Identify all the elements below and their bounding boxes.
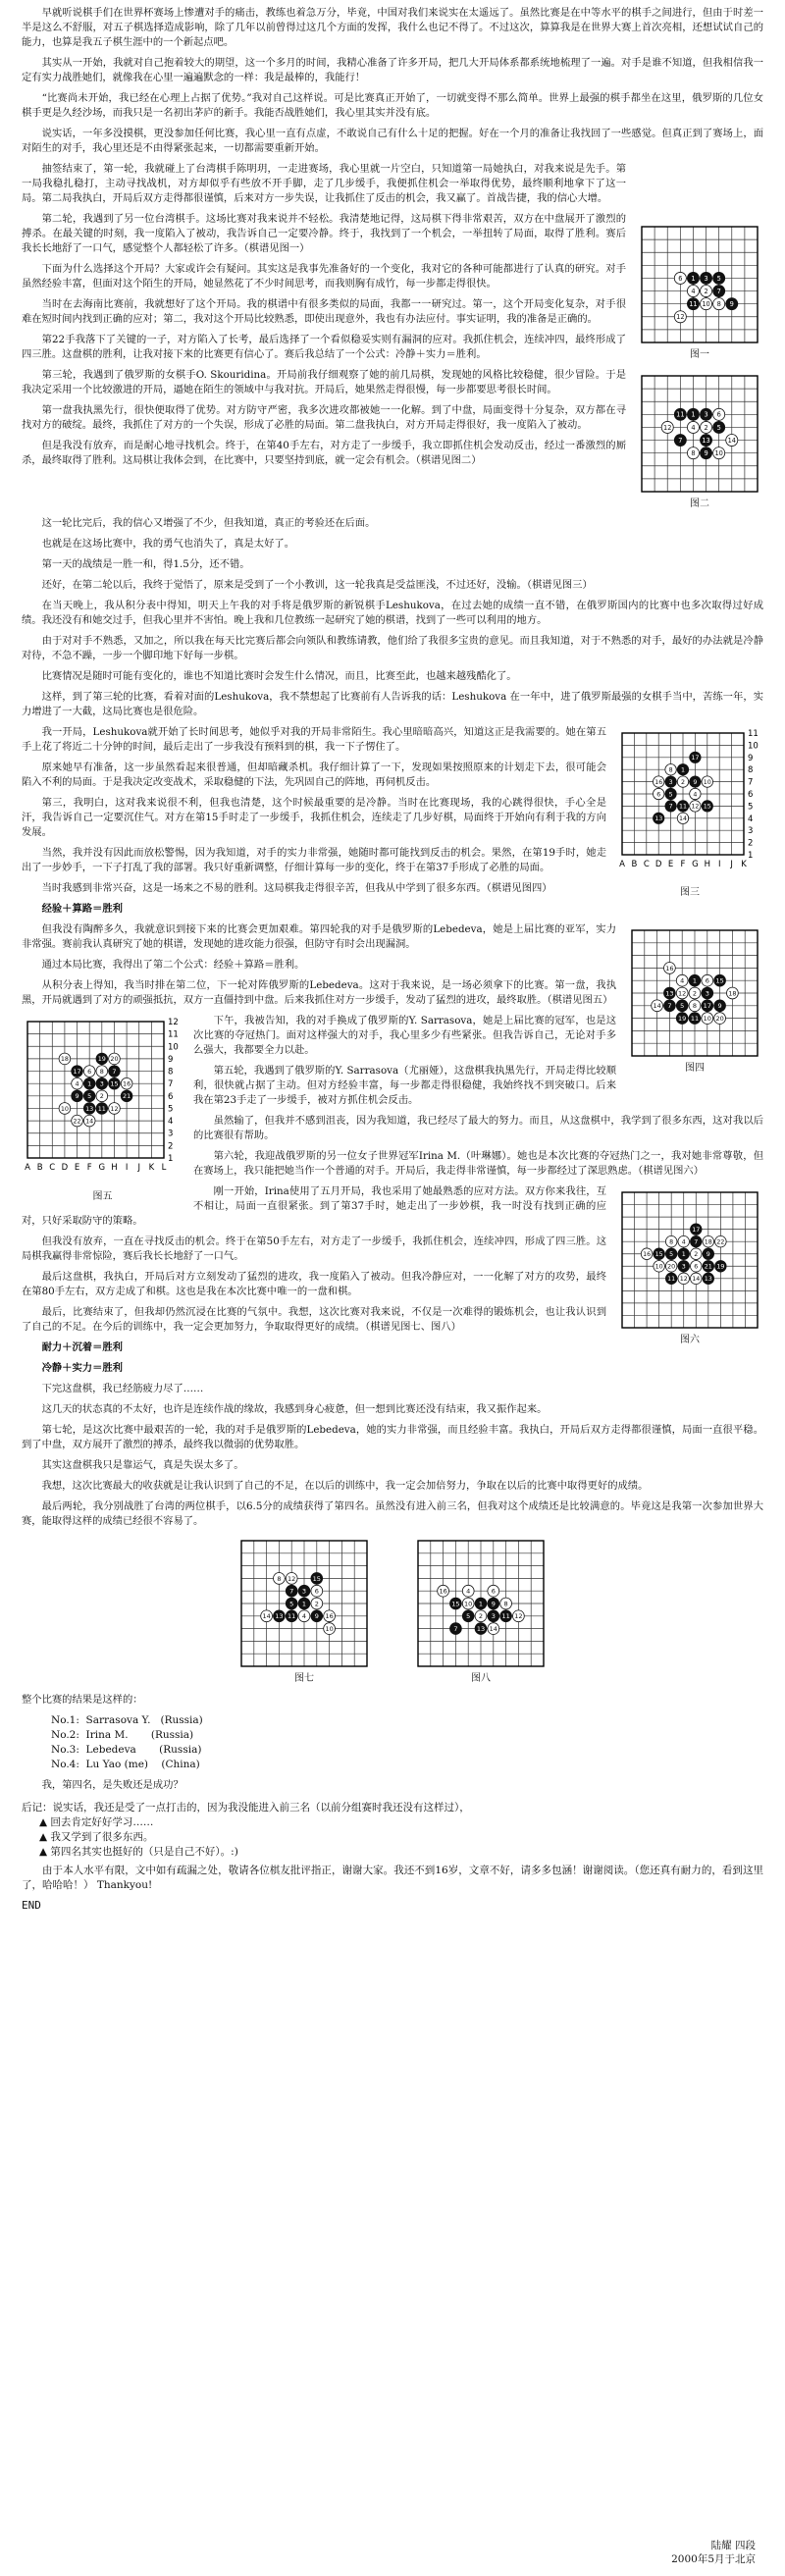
move-number: 16 (654, 778, 663, 786)
day-1-summary (22, 516, 763, 593)
figure-caption: 图五 (92, 1191, 113, 1202)
figure-6 (616, 1186, 763, 1346)
figure-8 (412, 1535, 550, 1685)
row-label: 7 (168, 1079, 174, 1090)
paragraph: 第三，我明白，这对我来说很不利，但我也清楚，这个时候最重要的是冷静。当时在比赛现场，我的心跳得很快，手心全是汗，我告诉自己一定要沉住气。对方在第15手时走了一步缓手，我抓住机会，连续走了几步好棋，局面终于开始向有利于我的方向发展。 (22, 797, 606, 838)
move-number: 7 (668, 803, 673, 811)
move-number: 8 (99, 1067, 104, 1076)
move-number: 11 (667, 1276, 676, 1284)
date-line: 2000年5月于北京 (671, 2553, 756, 2565)
results-question: 我，第四名，是失败还是成功？ (41, 1779, 183, 1791)
paragraph: 下完这盘棋，我已经筋疲力尽了…… (41, 1383, 204, 1394)
move-number: 10 (325, 1624, 334, 1633)
move-number: 12 (679, 1276, 688, 1284)
row-label: 1 (748, 851, 754, 861)
move-number: 12 (288, 1574, 296, 1583)
row-label: 6 (168, 1091, 174, 1102)
move-number: 14 (678, 815, 688, 823)
move-number: 8 (692, 1002, 698, 1011)
move-number: 16 (665, 964, 674, 973)
intro-section (22, 6, 763, 156)
move-number: 7 (112, 1067, 117, 1076)
column-label: B (36, 1163, 43, 1173)
move-number: 7 (716, 287, 721, 295)
move-number: 18 (60, 1055, 69, 1064)
column-label: C (49, 1163, 56, 1173)
figure-3 (616, 727, 763, 899)
move-number: 7 (694, 1238, 699, 1246)
paragraph: 也就是在这场比赛中，我的勇气也消失了，真是太好了。 (41, 538, 295, 550)
move-number: 2 (99, 1092, 104, 1101)
result-item: No.4: Lu Yao (me) (China) (51, 1759, 200, 1770)
column-label: L (161, 1163, 167, 1173)
move-number: 19 (97, 1055, 106, 1064)
board-diagram (22, 1016, 183, 1190)
row-label: 12 (168, 1018, 179, 1027)
move-number: 4 (681, 1238, 686, 1246)
paragraph: 刚一开始，Irina使用了五月开局，我也采用了她最熟悉的应对方法。双方你来我往，互不相让，局面一直很紧张。到了第37手时，她走出了一步妙棋，我一时没有找到正确的应对，只好采取防守的策略。 (22, 1185, 606, 1227)
move-number: 7 (667, 1002, 672, 1011)
row-label: 7 (748, 777, 754, 788)
move-number: 1 (87, 1079, 92, 1088)
move-number: 8 (503, 1600, 508, 1608)
paragraph: 早就听说棋手们在世界杯赛场上惨遭对手的痛击，教练也着急万分，毕竟，中国对我们来说实在太遥远了。虽然比赛是在中等水平的棋手之间进行，但由于时差一半是这么不舒服，对五子棋选择造成影响，除了几年以前曾得过这几个方面的发挥，我什么也记不得了。不过这次，算算我是在世界大赛上首次亮相，还想试试自己的能力，也算是我五子棋生涯中的一个新起点吧。 (22, 7, 763, 48)
figure-caption: 图六 (680, 1335, 700, 1345)
column-label: C (643, 860, 650, 869)
column-label: J (730, 860, 733, 869)
move-number: 13 (654, 815, 663, 823)
column-label: B (631, 860, 638, 869)
board-frame (642, 227, 758, 342)
column-label: G (692, 860, 699, 869)
move-number: 12 (110, 1104, 119, 1113)
move-number: 13 (665, 989, 674, 998)
move-number: 3 (681, 1263, 686, 1271)
row-label: 1 (168, 1154, 174, 1164)
paragraph: 这几天的状态真的不太好，也许是连续作战的缘故，我感到身心疲惫，但一想到比赛还没有结束，我又振作起来。 (41, 1403, 548, 1415)
move-number: 11 (676, 410, 685, 419)
move-number: 17 (692, 1226, 701, 1234)
paragraph: 虽然输了，但我并不感到沮丧，因为我知道，我已经尽了最大的努力。而且，从这盘棋中，我学到了很多东西，这对我以后的比赛很有帮助。 (193, 1115, 763, 1141)
move-number: 9 (491, 1600, 496, 1608)
board-diagram (616, 1186, 763, 1334)
move-number: 13 (85, 1104, 94, 1113)
move-number: 10 (702, 300, 710, 309)
row-label: 2 (168, 1141, 174, 1152)
move-number: 15 (654, 1251, 663, 1259)
row-label: 3 (168, 1129, 174, 1139)
column-label: K (148, 1163, 155, 1173)
move-number: 6 (491, 1587, 496, 1596)
move-number: 22 (73, 1117, 81, 1126)
figure-caption: 图三 (680, 887, 700, 898)
move-number: 15 (715, 976, 724, 985)
figure-1 (636, 221, 763, 361)
move-number: 11 (288, 1612, 296, 1621)
move-number: 14 (653, 1002, 661, 1011)
move-number: 4 (693, 791, 698, 799)
column-label: E (667, 860, 674, 869)
move-number: 4 (301, 1612, 307, 1621)
column-label: E (74, 1163, 80, 1173)
paragraph: 其实这盘棋我只是靠运气，真是失误太多了。 (41, 1459, 244, 1471)
paragraph: 这一轮比完后，我的信心又增强了不少，但我知道，真正的考验还在后面。 (41, 517, 376, 529)
result-item: No.3: Lebedeva (Russia) (51, 1744, 202, 1756)
paragraph: 还好，在第二轮以后，我终于觉悟了，原来是受到了一个小教训，这一轮我真是受益匪浅，不过还好，没输。（棋谱见图三） (41, 579, 593, 591)
move-number: 18 (728, 989, 737, 998)
row-label: 3 (748, 826, 754, 837)
author-name: 陆耀 四段 (710, 2540, 756, 2551)
move-number: 6 (87, 1067, 92, 1076)
paragraph: 当然，我并没有因此而放松警惕，因为我知道，对手的实力非常强，她随时都可能找到反击的机会。果然，在第19手时，她走出了一步妙手，一下子打乱了我的部署。我只好重新调整，仔细计算每一步的变化，终于在第37手形成了必胜的局面。 (22, 847, 606, 873)
paragraph: 当时在去海南比赛前，我就想好了这个开局。我的棋谱中有很多类似的局面，我都一一研究过。第一，这个开局变化复杂，对手很难在短时间内找到正确的应对；第二，我对这个开局比较熟悉，即使出现意外，我也有办法应付。事实证明，我的准备是正确的。 (22, 298, 626, 325)
figure-caption: 图七 (294, 1673, 314, 1684)
move-number: 3 (705, 989, 709, 998)
move-number: 14 (262, 1612, 271, 1621)
move-number: 11 (97, 1104, 106, 1113)
row-label: 5 (168, 1104, 174, 1115)
move-number: 15 (110, 1079, 119, 1088)
column-label: D (61, 1163, 69, 1173)
move-number: 1 (478, 1600, 484, 1608)
result-item: No.2: Irina M. (Russia) (51, 1729, 194, 1741)
result-item: No.1: Sarrasova Y. (Russia) (51, 1714, 203, 1726)
move-number: 5 (716, 423, 721, 432)
move-number: 8 (277, 1574, 282, 1583)
column-label: A (25, 1163, 30, 1173)
move-number: 14 (727, 436, 736, 445)
move-number: 19 (716, 1263, 725, 1271)
paragraph: 第二轮，我遇到了另一位台湾棋手。这场比赛对我来说并不轻松。我清楚地记得，这局棋下得非常艰苦，双方在中盘展开了激烈的搏杀。在最关键的时刻，我一度陷入了被动，我告诉自己一定要冷静。终于，我找到了一个机会，一举扭转了局面，取得了胜利。赛后我长长地舒了一口气，感觉整个人都轻松了许多。（棋谱见图一） (22, 213, 626, 254)
paragraph: 当时我感到非常兴奋，这是一场来之不易的胜利。这局棋我走得很辛苦，但我从中学到了很多东西。（棋谱见图四） (41, 882, 552, 894)
move-number: 4 (75, 1079, 79, 1088)
move-number: 14 (85, 1117, 94, 1126)
move-number: 22 (716, 1238, 725, 1246)
results-section (22, 1693, 763, 1793)
move-number: 12 (691, 803, 700, 811)
move-number: 15 (312, 1574, 321, 1583)
paragraph: 在当天晚上，我从积分表中得知，明天上午我的对手将是俄罗斯的新锐棋手Leshukova，在过去她的成绩一直不错，在俄罗斯国内的比赛中也多次取得过好成绩。我还没有和她交过手，但我心里并不害怕。晚上我和几位教练一起研究了她的棋谱，找到了一些可以利用的地方。 (22, 600, 763, 626)
move-number: 1 (301, 1600, 307, 1608)
column-label: G (98, 1163, 106, 1173)
move-number: 12 (678, 989, 687, 998)
figure-caption: 图四 (685, 1063, 705, 1074)
move-number: 14 (692, 1276, 701, 1284)
formula-1: 冷静＋实力＝胜利 (41, 1362, 123, 1374)
column-label: K (741, 860, 747, 869)
move-number: 17 (703, 1002, 711, 1011)
paragraph: 第一天的战绩是一胜一和，得1.5分，还不错。 (41, 558, 250, 570)
move-number: 16 (123, 1079, 131, 1088)
move-number: 9 (314, 1612, 319, 1621)
board-frame (622, 1192, 758, 1328)
move-number: 10 (464, 1600, 473, 1608)
paragraph: 但是我没有放弃，而是耐心地寻找机会。终于，在第40手左右，对方走了一步缓手，我立即抓住机会发动反击，经过一番激烈的厮杀，最终取得了胜利。这局棋让我体会到，在比赛中，只要坚持到底，就一定会有机会。（棋谱见图二） (22, 440, 626, 466)
paragraph: 从积分表上得知，我当时排在第二位，下一轮对阵俄罗斯的Lebedeva。这对于我来说，是一场必须拿下的比赛。第一盘，我执黑，开局就遇到了对方的顽强抵抗，双方一直僵持到中盘。后来我抓住对方一步缓手，发动了猛烈的进攻，最终取胜。（棋谱见图五） (22, 979, 616, 1006)
move-number: 1 (681, 1251, 686, 1259)
move-number: 11 (690, 1014, 700, 1023)
move-number: 10 (714, 449, 723, 458)
move-number: 20 (110, 1055, 119, 1064)
paragraph: 下面为什么选择这个开局？大家或许会有疑问。其实这是我事先准备好的一个变化，我对它的各种可能都进行了认真的研究。对手虽然经验丰富，但面对这个陌生的开局，她显然花了不少时间思考，而我则胸有成竹，每一步都走得很快。 (22, 263, 626, 289)
move-number: 9 (729, 300, 734, 309)
move-number: 8 (669, 1238, 674, 1246)
move-number: 3 (704, 410, 708, 419)
move-number: 8 (716, 300, 721, 309)
row-label: 8 (168, 1067, 174, 1078)
row-label: 9 (168, 1054, 174, 1065)
paragraph: 但我没有放弃，一直在寻找反击的机会。终于在第50手左右，对方走了一步缓手，我抓住机会，连续冲四，形成了四三胜。这局棋我赢得非常惊险，赛后我长长地舒了一口气。 (22, 1235, 606, 1262)
move-number: 2 (478, 1612, 484, 1621)
move-number: 14 (489, 1624, 497, 1633)
column-label: H (704, 860, 711, 869)
move-number: 17 (691, 755, 700, 762)
paragraph: 第三轮，我遇到了俄罗斯的女棋手O. Skouridina。开局前我仔细观察了她的前几局棋，发现她的风格比较稳健，很少冒险。于是我决定采用一个比较激进的开局，逼她在陌生的领域中与我对抗。开局后，她果然走得很慢，每一步都要思考很长时间。 (22, 369, 626, 395)
move-number: 6 (694, 1263, 699, 1271)
move-number: 8 (691, 449, 696, 458)
move-number: 5 (668, 791, 673, 799)
move-number: 13 (476, 1624, 486, 1633)
move-number: 17 (73, 1067, 81, 1076)
figure-5 (22, 1016, 183, 1203)
move-number: 12 (514, 1612, 523, 1621)
move-number: 20 (667, 1263, 676, 1271)
row-label: 9 (748, 753, 754, 763)
move-number: 4 (680, 976, 685, 985)
row-label: 10 (168, 1042, 179, 1053)
move-number: 3 (301, 1587, 307, 1596)
paragraph: 最后，比赛结束了，但我却仍然沉浸在比赛的气氛中。我想，这次比赛对我来说，不仅是一次难得的锻炼机会，也让我认识到了自己的不足。在今后的训练中，我一定会更加努力，争取取得更好的成绩。（棋谱见图七、图八） (22, 1306, 606, 1333)
paragraph: 抽签结束了，第一轮，我就碰上了台湾棋手陈明玥，一走进赛场，我心里就一片空白，只知道第一局她执白，对我来说是先手。第一局我稳扎稳打，主动寻找战机，对方却似乎有些放不开手脚，走了几步缓手，我便抓住机会一举取得优势，最终顺利地拿下了这一局。第二局我执白，开局后双方走得都很谨慎，后来对方一步失误，让我抓住了反击的机会，我又赢了。首战告捷，我的信心大增。 (22, 163, 626, 204)
move-number: 6 (656, 791, 661, 799)
move-number: 19 (678, 1014, 687, 1023)
move-number: 4 (466, 1587, 471, 1596)
move-number: 15 (703, 803, 711, 811)
paragraph: 通过本局比赛，我得出了第二个公式：经验＋算路＝胜利。 (41, 959, 305, 971)
move-number: 5 (289, 1600, 294, 1608)
formula-3: 耐力＋沉着＝胜利 (41, 1341, 123, 1353)
paragraph: 第一盘我执黑先行，很快便取得了优势。对方防守严密，我多次进攻都被她一一化解。到了中盘，局面变得十分复杂，双方都在寻找对方的破绽。最终，我抓住了对方的一个失误，形成了必胜的局面。第二盘我执白，对方开局走得很好，我一度陷入了被动。 (22, 404, 626, 431)
paragraph: 第五轮，我遇到了俄罗斯的Y. Sarrasova（尤丽娅），这盘棋我执黑先行，开局走得比较顺利，很快就占据了主动。但对方经验丰富，每一步都走得很稳健，我始终找不到突破口。后来我在第23手走了一步缓手，被对方抓住机会反击。 (193, 1065, 616, 1106)
paragraph: 这样，到了第三轮的比赛，看着对面的Leshukova，我不禁想起了比赛前有人告诉我的话：Leshukova 在一年中，进了俄罗斯最强的女棋手当中，苦练一年，实力增进了一大截，这局比赛也是很危险。 (22, 691, 763, 717)
move-number: 20 (715, 1014, 724, 1023)
column-label: I (125, 1163, 129, 1173)
row-label: 4 (168, 1117, 174, 1128)
move-number: 11 (678, 803, 688, 811)
move-number: 9 (75, 1092, 79, 1101)
move-number: 4 (691, 423, 696, 432)
move-number: 6 (716, 410, 721, 419)
move-number: 5 (680, 1002, 685, 1011)
results-intro: 整个比赛的结果是这样的： (22, 1694, 143, 1706)
move-number: 6 (678, 274, 683, 283)
move-number: 9 (706, 1251, 710, 1259)
move-number: 9 (704, 449, 708, 458)
move-number: 7 (453, 1624, 458, 1633)
move-number: 6 (705, 976, 709, 985)
move-number: 21 (704, 1263, 712, 1271)
postscript-item: ▲ 回去肯定好好学习…… (39, 1816, 154, 1828)
move-number: 10 (703, 1014, 711, 1023)
figure-caption: 图二 (690, 499, 709, 509)
move-number: 11 (689, 300, 698, 309)
paragraph: “比赛尚未开始，我已经在心理上占据了优势。”我对自己这样说。可是比赛真正开始了，一切就变得不那么简单。世界上最强的棋手都坐在这里，俄罗斯的几位女棋手更是久经沙场，而我只是一名初出茅庐的新手。我能否战胜她们，我心里其实并没有底。 (22, 92, 763, 119)
paragraph: 原来她早有准备，这一步虽然看起来很普通，但却暗藏杀机。我仔细计算了一下，发现如果按照原来的计划走下去，很可能会陷入不利的局面。于是我决定改变战术，采取稳健的下法，先巩固自己的阵地，再伺机反击。 (22, 762, 606, 788)
move-number: 16 (643, 1251, 652, 1259)
move-number: 3 (704, 274, 708, 283)
board-diagram (616, 727, 763, 886)
row-label: 2 (748, 838, 754, 849)
move-number: 13 (275, 1612, 284, 1621)
column-label: I (717, 860, 721, 869)
move-number: 6 (314, 1587, 319, 1596)
round-7-section (22, 1382, 763, 1529)
move-number: 7 (678, 436, 683, 445)
move-number: 2 (704, 287, 708, 295)
round-3-prep (22, 599, 763, 719)
postscript (22, 1801, 763, 1860)
figure-2 (636, 370, 763, 510)
move-number: 18 (704, 1238, 712, 1246)
row-label: 6 (748, 790, 754, 800)
column-label: H (111, 1163, 118, 1173)
postscript-item: ▲ 我又学到了很多东西。 (39, 1831, 154, 1843)
move-number: 21 (123, 1092, 131, 1101)
move-number: 2 (680, 778, 686, 786)
move-number: 5 (669, 1251, 674, 1259)
move-number: 12 (676, 313, 685, 322)
move-number: 2 (314, 1600, 319, 1608)
board-diagram (626, 924, 763, 1062)
move-number: 2 (692, 989, 698, 998)
signature (671, 2539, 756, 2566)
end-mark: END (22, 1899, 41, 1912)
paragraph: 第七轮，是这次比赛中最艰苦的一轮，我的对手是俄罗斯的Lebedeva，她的实力非常强，而且经验丰富。我执白，开局后双方走得都很谨慎，局面一直很平稳。到了中盘，双方展开了激烈的搏杀，最终我以微弱的优势取胜。 (22, 1424, 763, 1450)
article (22, 6, 763, 1912)
move-number: 7 (289, 1587, 294, 1596)
board-frame (642, 376, 758, 492)
move-number: 4 (691, 287, 696, 295)
row-label: 4 (748, 814, 754, 824)
move-number: 10 (60, 1104, 69, 1113)
row-label: 10 (748, 741, 759, 752)
paragraph: 第六轮，我迎战俄罗斯的另一位女子世界冠军Irina M.（叶琳娜）。她也是本次比赛的夺冠热门之一，我对她非常尊敬，但在赛场上，我只能把她当作一个普通的对手。开局后，我走得非常谨慎，每一步都经过了深思熟虑。（棋谱见图六） (193, 1150, 763, 1177)
move-number: 15 (451, 1600, 460, 1608)
board-diagram (636, 370, 763, 498)
move-number: 3 (99, 1079, 104, 1088)
column-label: D (654, 860, 662, 869)
paragraph: 但我没有陶醉多久，我就意识到接下来的比赛会更加艰难。第四轮我的对手是俄罗斯的Lebedeva，她是上届比赛的亚军，实力非常强。赛前我认真研究了她的棋谱，发现她的进攻能力很强，但防守有时会出现漏洞。 (22, 923, 616, 950)
move-number: 13 (704, 1276, 712, 1284)
paragraph: 最后这盘棋，我执白，开局后对方立刻发动了猛烈的进攻，我一度陷入了被动。但我冷静应对，一一化解了对方的攻势，最终在第80手左右，双方走成了和棋。这也是我在本次比赛中唯一的一盘和棋。 (22, 1271, 606, 1297)
move-number: 11 (501, 1612, 510, 1621)
paragraph: 第22手我落下了关键的一子，对方陷入了长考，最后选择了一个看似稳妥实则有漏洞的应对。我抓住机会，连续冲四，最终形成了四三胜。这盘棋的胜利，让我对接下来的比赛更有信心了。赛后我总结了一个公式：冷静＋实力＝胜利。 (22, 334, 626, 360)
move-number: 2 (694, 1251, 699, 1259)
paragraph: 下午，我被告知，我的对手换成了俄罗斯的Y. Sarrasova，她是上届比赛的冠军，也是这次比赛的夺冠热门。面对这样强大的对手，我心里多少有些紧张。但我告诉自己，无论对手多么强大，我都要全力以赴。 (193, 1015, 616, 1056)
formula-2: 经验＋算路＝胜利 (41, 903, 123, 915)
paragraph: 比赛情况是随时可能有变化的，谁也不知道比赛时会发生什么情况，而且，比赛至此，也越来越残酷化了。 (41, 670, 517, 682)
figure-7 (236, 1535, 373, 1685)
figure-caption: 图一 (690, 349, 709, 360)
column-label: A (619, 860, 625, 869)
postscript-item: ▲ 第四名其实也挺好的（只是自己不好）。:) (39, 1846, 238, 1858)
board-diagram (636, 221, 763, 348)
move-number: 9 (717, 1002, 722, 1011)
closing-note: 由于本人水平有限，文中如有疏漏之处，敬请各位棋友批评指正，谢谢大家。我还不到16岁，文章不好，请多多包涵！谢谢阅读。（您还真有耐力的，看到这里了，哈哈哈！） Thankyou! (22, 1865, 763, 1891)
figure-pair (22, 1535, 763, 1685)
row-label: 8 (748, 765, 754, 776)
move-number: 13 (702, 436, 710, 445)
column-label: F (86, 1163, 92, 1173)
move-number: 16 (325, 1612, 334, 1621)
move-number: 2 (704, 423, 708, 432)
paragraph: 其实从一开始，我就对自己抱着较大的期望，这一个多月的时间，我精心准备了许多开局，把几大开局体系都系统地梳理了一遍。对手是谁不知道，但我相信我一定有实力战胜她们，就像我在心里一遍遍默念的一样：我是最棒的，我能行！ (22, 57, 763, 83)
move-number: 12 (663, 423, 672, 432)
board-diagram (412, 1535, 550, 1672)
paragraph: 最后两轮，我分别战胜了台湾的两位棋手，以6.5分的成绩获得了第四名。虽然没有进入前三名，但我对这个成绩还是比较满意的。毕竟这是我第一次参加世界大赛，能取得这样的成绩已经很不容易了。 (22, 1500, 763, 1527)
paragraph: 说实话，一年多没摸棋，更没参加任何比赛，我心里一直有点虚，不敢说自己有什么十足的把握。好在一个月的准备让我找回了一些感觉。但真正到了赛场上，面对陌生的对手，我心里还是不由得紧张起来，一切都需要重新开始。 (22, 128, 763, 154)
row-label: 11 (748, 729, 759, 739)
figure-caption: 图八 (471, 1673, 491, 1684)
move-number: 5 (87, 1092, 92, 1101)
figure-4 (626, 924, 763, 1075)
move-number: 5 (466, 1612, 471, 1621)
move-number: 9 (693, 778, 698, 786)
column-label: J (137, 1163, 140, 1173)
move-number: 1 (691, 410, 696, 419)
paragraph: 我想，这次比赛最大的收获就是让我认识到了自己的不足，在以后的训练中，我一定会加倍努力，争取在以后的比赛中取得更好的成绩。 (41, 1480, 649, 1492)
move-number: 1 (692, 976, 698, 985)
board-diagram (236, 1535, 373, 1672)
row-label: 5 (748, 802, 754, 813)
move-number: 5 (716, 274, 721, 283)
move-number: 3 (668, 778, 673, 786)
postscript-lead: 后记：说实话，我还是受了一点打击的，因为我没能进入前三名（以前分组赛时我还没有这样过）， (22, 1802, 470, 1814)
move-number: 8 (668, 766, 673, 774)
move-number: 1 (680, 766, 686, 774)
move-number: 3 (491, 1612, 496, 1621)
paragraph: 我一开局，Leshukova就开始了长时间思考，她似乎对我的开局非常陌生。我心里暗暗高兴，知道这正是我需要的。她在第五手上花了将近二十分钟的时间，最后走出了一步我没有预料到的棋，我一下子愣住了。 (22, 726, 606, 753)
move-number: 10 (703, 778, 711, 786)
paragraph: 由于对对手不熟悉，又加之，所以我在每天比完赛后都会向领队和教练请教，他们给了我很多宝贵的意见。而且我知道，对于不熟悉的对手，最好的办法就是冷静对待，不急不躁，一步一个脚印地下好每一步棋。 (22, 635, 763, 661)
move-number: 10 (654, 1263, 663, 1271)
column-label: F (680, 860, 686, 869)
move-number: 16 (439, 1587, 447, 1596)
row-label: 11 (168, 1029, 179, 1040)
move-number: 1 (691, 274, 696, 283)
board-frame (27, 1022, 164, 1158)
results-list (51, 1713, 763, 1772)
